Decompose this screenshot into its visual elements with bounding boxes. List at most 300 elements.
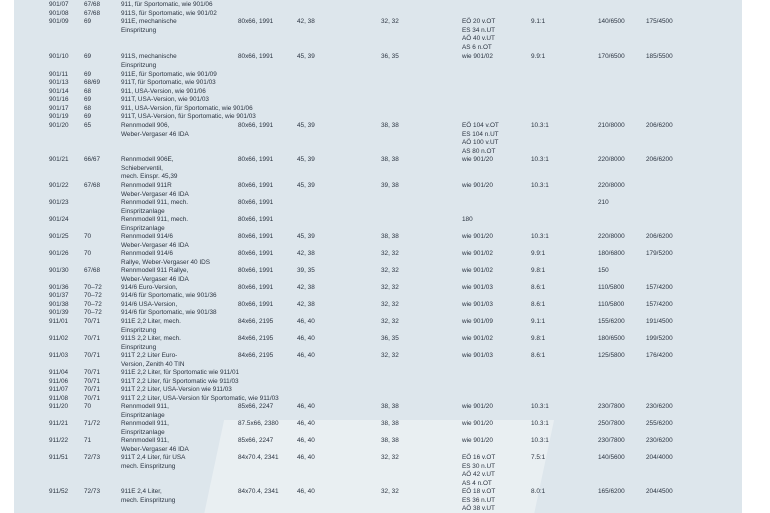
compression-ratio-cell: 10.3:1 [531,233,549,240]
valve-timing-line: ES 30 n.UT [462,462,496,470]
type-code-cell: 911/51 [49,454,69,461]
power-output-cell: 150 [598,267,609,274]
type-code-cell: 901/39 [49,309,69,316]
venturi-diameter-cell: 32, 32 [381,250,399,257]
valve-timing-cell [462,216,473,225]
venturi-diameter-cell: 32, 32 [381,454,399,461]
model-year-cell: 68 [84,105,92,112]
valve-timing-line: wie 901/02 [462,53,493,60]
description-line: 911E, für Sportomatic, wie 901/09 [121,71,217,78]
description-line: Rennmodell 911, mech. [121,199,189,206]
valve-timing-cell [462,301,493,310]
description-line: 911T, USA-Version, wie 901/03 [121,96,209,103]
valve-timing-cell [462,122,499,156]
description-line: Rennmodell 906, [121,122,170,129]
bore-stroke-displacement-cell: 80x66, 1991 [238,156,274,163]
valve-diameter-cell: 46, 40 [297,335,315,342]
description-line: Weber-Vergaser 46 IDA [121,190,189,198]
torque-output-cell: 157/4200 [646,284,673,291]
type-code-cell: 901/14 [49,88,69,95]
valve-diameter-cell: 46, 40 [297,420,315,427]
description-cell [121,53,177,70]
description-line: 911, USA-Version, für Sportomatic, wie 901/06 [121,105,253,112]
type-code-cell: 901/16 [49,96,69,103]
type-code-cell: 911/01 [49,318,69,325]
venturi-diameter-cell: 32, 32 [381,18,399,25]
description-line: 911, für Sportomatic, wie 901/06 [121,1,213,8]
description-cell [121,96,209,105]
description-cell [121,488,175,505]
compression-ratio-cell: 10.3:1 [531,182,549,189]
valve-timing-line: AÖ 40 v.UT [462,35,495,42]
valve-timing-cell [462,284,493,293]
type-code-cell: 901/20 [49,122,69,129]
valve-timing-cell [462,53,493,62]
power-output-cell: 140/5600 [598,454,625,461]
compression-ratio-cell: 8.6:1 [531,352,546,359]
type-code-cell: 901/07 [49,1,69,8]
torque-output-cell: 191/4500 [646,318,673,325]
valve-diameter-cell: 42, 38 [297,284,315,291]
description-cell [121,199,188,216]
valve-diameter-cell: 39, 35 [297,267,315,274]
description-line: 911T, für Sportomatic, wie 901/03 [121,79,216,86]
valve-timing-line: wie 901/03 [462,284,493,291]
description-cell [121,1,213,10]
torque-output-cell: 199/5200 [646,335,673,342]
description-line: mech. Einspritzung [121,462,176,470]
valve-diameter-cell: 45, 39 [297,233,315,240]
valve-timing-line: wie 901/02 [462,267,493,274]
venturi-diameter-cell: 38, 38 [381,420,399,427]
power-output-cell: 250/7800 [598,420,625,427]
valve-timing-line: wie 901/20 [462,420,493,427]
power-output-cell: 220/8000 [598,182,625,189]
description-line: Weber-Vergaser 46 IDA [121,275,189,283]
torque-output-cell: 230/6200 [646,437,673,444]
valve-timing-cell [462,156,493,165]
spec-table-page [14,0,742,513]
valve-timing-cell [462,420,493,429]
description-cell [121,454,185,471]
torque-output-cell: 204/4000 [646,454,673,461]
description-cell [121,318,181,335]
bore-stroke-displacement-cell: 84x70.4, 2341 [238,454,279,461]
type-code-cell: 901/21 [49,156,69,163]
bore-stroke-displacement-cell: 84x70.4, 2341 [238,488,279,495]
valve-timing-line: wie 901/20 [462,233,493,240]
description-line: Rennmodell 914/6 [121,250,173,257]
description-line: 911T 2,2 Liter, USA-Version wie 911/03 [121,386,232,393]
bore-stroke-displacement-cell: 80x66, 1991 [238,284,274,291]
valve-diameter-cell: 46, 40 [297,437,315,444]
type-code-cell: 911/08 [49,395,69,402]
description-line: 914/6 Euro-Version, [121,284,178,291]
venturi-diameter-cell: 36, 35 [381,53,399,60]
bore-stroke-displacement-cell: 85x66, 2247 [238,403,274,410]
venturi-diameter-cell: 36, 35 [381,335,399,342]
description-cell [121,403,169,420]
valve-timing-line: EÖ 16 v.OT [462,454,496,461]
power-output-cell: 170/6500 [598,53,625,60]
valve-timing-cell [462,250,493,259]
description-line: Rennmodell 911, mech. [121,216,189,223]
bore-stroke-displacement-cell: 80x66, 1991 [238,267,274,274]
type-code-cell: 901/23 [49,199,69,206]
venturi-diameter-cell: 38, 38 [381,156,399,163]
valve-timing-line: ES 34 n.UT [462,26,496,34]
bore-stroke-displacement-cell: 80x66, 1991 [238,301,274,308]
description-cell [121,309,217,318]
description-cell [121,18,177,35]
valve-diameter-cell: 45, 39 [297,122,315,129]
venturi-diameter-cell: 32, 32 [381,352,399,359]
description-line: Einspritzung [121,26,157,34]
type-code-cell: 901/11 [49,71,69,78]
model-year-cell: 69 [84,113,92,120]
description-line: Rennmodell 911 Rallye, [121,267,189,274]
torque-output-cell: 176/4200 [646,352,673,359]
compression-ratio-cell: 9.1:1 [531,318,546,325]
description-line: Einspritzung [121,326,157,334]
description-line: 911S, mechanische [121,53,177,60]
venturi-diameter-cell: 32, 32 [381,284,399,291]
description-line: 911T, USA-Version, für Sportomatic, wie 901/03 [121,113,256,120]
description-line: Rennmodell 906E, [121,156,174,163]
bore-stroke-displacement-cell: 80x66, 1991 [238,250,274,257]
model-year-cell: 72/73 [84,454,100,461]
compression-ratio-cell: 9.8:1 [531,267,546,274]
description-line: Rennmodell 911, [121,437,169,444]
type-code-cell: 911/22 [49,437,69,444]
model-year-cell: 70 [84,403,92,410]
model-year-cell: 70/71 [84,378,100,385]
valve-diameter-cell: 42, 38 [297,301,315,308]
power-output-cell: 110/5800 [598,301,625,308]
model-year-cell: 70/71 [84,352,100,359]
valve-diameter-cell: 45, 39 [297,156,315,163]
model-year-cell: 70–72 [84,292,102,299]
torque-output-cell: 204/4500 [646,488,673,495]
valve-timing-cell [462,437,493,446]
description-line: Einspritzanlage [121,224,165,232]
type-code-cell: 911/52 [49,488,69,495]
description-cell [121,267,189,284]
description-line: 911E 2,2 Liter, für Sportomatic wie 911/01 [121,369,240,376]
model-year-cell: 67/68 [84,1,100,8]
description-line: mech. Einspr. 45,39 [121,173,178,180]
model-year-cell: 69 [84,53,92,60]
bore-stroke-displacement-cell: 80x66, 1991 [238,199,274,206]
type-code-cell: 901/17 [49,105,69,112]
bore-stroke-displacement-cell: 80x66, 1991 [238,216,274,223]
valve-timing-line: EÖ 104 v.OT [462,122,499,129]
type-code-cell: 901/37 [49,292,69,299]
type-code-cell: 901/30 [49,267,69,274]
power-output-cell: 230/7800 [598,403,625,410]
power-output-cell: 155/6200 [598,318,625,325]
compression-ratio-cell: 8.6:1 [531,301,546,308]
type-code-cell: 901/36 [49,284,69,291]
description-line: Rallye, Weber-Vergaser 40 IDS [121,258,211,266]
description-cell [121,113,256,122]
valve-timing-line: wie 901/02 [462,250,493,257]
valve-diameter-cell: 42, 38 [297,18,315,25]
valve-timing-line: wie 901/09 [462,318,493,325]
power-output-cell: 180/6800 [598,250,625,257]
valve-timing-line: AÖ 42 v.UT [462,471,495,478]
valve-diameter-cell: 46, 40 [297,352,315,359]
power-output-cell: 220/8000 [598,233,625,240]
description-line: Weber-Vergaser 46 IDA [121,130,189,138]
model-year-cell: 70/71 [84,386,100,393]
model-year-cell: 67/68 [84,182,100,189]
venturi-diameter-cell: 38, 38 [381,437,399,444]
model-year-cell: 70 [84,250,92,257]
description-cell [121,122,189,139]
valve-diameter-cell: 45, 39 [297,182,315,189]
valve-timing-line: wie 901/02 [462,335,493,342]
watermark [204,420,554,513]
description-line: 914/6 USA-Version, [121,301,178,308]
torque-output-cell: 157/4200 [646,301,673,308]
type-code-cell: 911/06 [49,378,69,385]
valve-timing-cell [462,267,493,276]
type-code-cell: 901/38 [49,301,69,308]
description-cell [121,437,189,454]
valve-timing-cell [462,403,493,412]
power-output-cell: 230/7800 [598,437,625,444]
model-year-cell: 70/71 [84,369,100,376]
venturi-diameter-cell: 38, 38 [381,403,399,410]
type-code-cell: 911/20 [49,403,69,410]
description-cell [121,292,217,301]
venturi-diameter-cell: 38, 38 [381,122,399,129]
description-cell [121,216,188,233]
description-line: 911T 2,2 Liter, USA-Version für Sportomatic, wie 911/03 [121,395,279,402]
compression-ratio-cell: 9.8:1 [531,335,546,342]
bore-stroke-displacement-cell: 80x66, 1991 [238,53,274,60]
type-code-cell: 911/21 [49,420,69,427]
compression-ratio-cell: 10.3:1 [531,420,549,427]
description-cell [121,352,184,369]
description-line: 911, USA-Version, wie 901/06 [121,88,206,95]
power-output-cell: 220/8000 [598,156,625,163]
valve-timing-line: ES 104 n.UT [462,130,499,138]
model-year-cell: 70/71 [84,335,100,342]
model-year-cell: 66/67 [84,156,100,163]
type-code-cell: 901/09 [49,18,69,25]
torque-output-cell: 255/6200 [646,420,673,427]
description-line: 911S 2,2 Liter, mech. [121,335,181,342]
type-code-cell: 901/10 [49,53,69,60]
description-line: Version, Zenith 40 TIN [121,360,185,368]
description-line: 911T 2,4 Liter, für USA [121,454,186,461]
description-line: Rennmodell 911, [121,420,169,427]
torque-output-cell: 230/6200 [646,403,673,410]
type-code-cell: 911/07 [49,386,69,393]
type-code-cell: 901/26 [49,250,69,257]
compression-ratio-cell: 10.3:1 [531,403,549,410]
description-line: Rennmodell 914/6 [121,233,173,240]
description-line: Einspritzanlage [121,411,165,419]
venturi-diameter-cell: 38, 38 [381,233,399,240]
description-line: 914/6 für Sportomatic, wie 901/38 [121,309,217,316]
description-cell [121,250,210,267]
compression-ratio-cell: 9.9:1 [531,53,546,60]
power-output-cell: 165/6200 [598,488,625,495]
description-line: Einspritzanlage [121,428,165,436]
description-line: Einspritzung [121,61,157,69]
compression-ratio-cell: 10.3:1 [531,122,549,129]
valve-timing-line: wie 901/03 [462,352,493,359]
compression-ratio-cell: 7.5:1 [531,454,546,461]
description-line: 911E 2,2 Liter, mech. [121,318,181,325]
type-code-cell: 901/13 [49,79,69,86]
valve-timing-line: wie 901/20 [462,182,493,189]
description-cell [121,156,177,182]
description-cell [121,420,169,437]
description-line: mech. Einspritzung [121,496,176,504]
torque-output-cell: 179/5200 [646,250,673,257]
valve-timing-cell [462,352,493,361]
bore-stroke-displacement-cell: 84x66, 2195 [238,318,274,325]
valve-diameter-cell: 45, 39 [297,53,315,60]
valve-timing-cell [462,454,495,488]
bore-stroke-displacement-cell: 87.5x66, 2380 [238,420,279,427]
power-output-cell: 210/8000 [598,122,625,129]
compression-ratio-cell: 9.9:1 [531,250,546,257]
valve-timing-line: 180 [462,216,473,223]
torque-output-cell: 185/5500 [646,53,673,60]
power-output-cell: 140/6500 [598,18,625,25]
power-output-cell: 180/6500 [598,335,625,342]
description-line: 911E, mechanische [121,18,177,25]
valve-timing-line: AÖ 100 v.UT [462,139,499,146]
valve-timing-cell [462,233,493,242]
valve-diameter-cell: 46, 40 [297,403,315,410]
valve-timing-line: AS 4 n.OT [462,479,492,487]
type-code-cell: 911/02 [49,335,69,342]
valve-diameter-cell: 46, 40 [297,454,315,461]
model-year-cell: 70–72 [84,309,102,316]
description-cell [121,233,189,250]
model-year-cell: 71 [84,437,92,444]
torque-output-cell: 206/6200 [646,233,673,240]
venturi-diameter-cell: 32, 32 [381,267,399,274]
type-code-cell: 911/03 [49,352,69,359]
description-cell [121,182,189,199]
bore-stroke-displacement-cell: 84x66, 2195 [238,352,274,359]
model-year-cell: 70/71 [84,395,100,402]
description-line: Rennmodell 911R [121,182,172,189]
description-cell [121,369,239,378]
venturi-diameter-cell: 39, 38 [381,182,399,189]
type-code-cell: 901/19 [49,113,69,120]
valve-timing-line: EÖ 18 v.OT [462,488,496,495]
compression-ratio-cell: 10.3:1 [531,437,549,444]
type-code-cell: 901/22 [49,182,69,189]
model-year-cell: 70/71 [84,318,100,325]
description-line: 911T 2,2 Liter Euro- [121,352,178,359]
model-year-cell: 69 [84,18,92,25]
description-line: 911E 2,4 Liter, [121,488,162,495]
type-code-cell: 901/25 [49,233,69,240]
bore-stroke-displacement-cell: 85x66, 2247 [238,437,274,444]
model-year-cell: 67/68 [84,267,100,274]
compression-ratio-cell: 8.6:1 [531,284,546,291]
bore-stroke-displacement-cell: 80x66, 1991 [238,122,274,129]
description-line: 911T 2,2 Liter, für Sportomatic wie 911/03 [121,378,239,385]
torque-output-cell: 206/6200 [646,122,673,129]
valve-diameter-cell: 46, 40 [297,488,315,495]
valve-timing-line: AS 80 n.OT [462,147,496,155]
description-line: Einspritzanlage [121,207,165,215]
description-line: 914/6 für Sportomatic, wie 901/36 [121,292,217,299]
description-line: 911S, für Sportomatic, wie 901/02 [121,10,217,17]
valve-timing-line: wie 901/20 [462,437,493,444]
model-year-cell: 69 [84,96,92,103]
type-code-cell: 901/08 [49,10,69,17]
type-code-cell: 911/04 [49,369,69,376]
model-year-cell: 71/72 [84,420,100,427]
model-year-cell: 67/68 [84,10,100,17]
model-year-cell: 69 [84,71,92,78]
bore-stroke-displacement-cell: 80x66, 1991 [238,182,274,189]
valve-timing-cell [462,318,493,327]
venturi-diameter-cell: 32, 32 [381,318,399,325]
valve-diameter-cell: 46, 40 [297,318,315,325]
description-cell [121,335,181,352]
valve-timing-cell [462,18,495,52]
torque-output-cell: 175/4500 [646,18,673,25]
description-line: Weber-Vergaser 46 IDA [121,241,189,249]
model-year-cell: 68 [84,88,92,95]
model-year-cell: 68/69 [84,79,100,86]
model-year-cell: 65 [84,122,92,129]
venturi-diameter-cell: 32, 32 [381,488,399,495]
valve-timing-cell [462,182,493,191]
valve-timing-line: EÖ 20 v.OT [462,18,496,25]
model-year-cell: 70–72 [84,301,102,308]
valve-timing-line: AS 6 n.OT [462,43,492,51]
valve-timing-cell [462,335,493,344]
valve-timing-line: ES 36 n.UT [462,496,496,504]
model-year-cell: 72/73 [84,488,100,495]
power-output-cell: 210 [598,199,609,206]
description-line: Einspritzung [121,343,157,351]
model-year-cell: 70–72 [84,284,102,291]
valve-timing-cell [462,488,495,513]
bore-stroke-displacement-cell: 84x66, 2195 [238,335,274,342]
compression-ratio-cell: 8.0:1 [531,488,546,495]
model-year-cell: 70 [84,233,92,240]
power-output-cell: 110/5800 [598,284,625,291]
torque-output-cell: 206/6200 [646,156,673,163]
valve-timing-line: wie 901/20 [462,403,493,410]
compression-ratio-cell: 9.1:1 [531,18,546,25]
valve-diameter-cell: 42, 38 [297,250,315,257]
venturi-diameter-cell: 32, 32 [381,301,399,308]
description-cell [121,386,232,395]
description-cell [121,79,216,88]
description-line: Schieberventil, [121,164,163,172]
description-line: Rennmodell 911, [121,403,169,410]
power-output-cell: 125/5800 [598,352,625,359]
type-code-cell: 901/24 [49,216,69,223]
valve-timing-line: wie 901/20 [462,156,493,163]
valve-timing-line: AÖ 38 v.UT [462,505,495,512]
